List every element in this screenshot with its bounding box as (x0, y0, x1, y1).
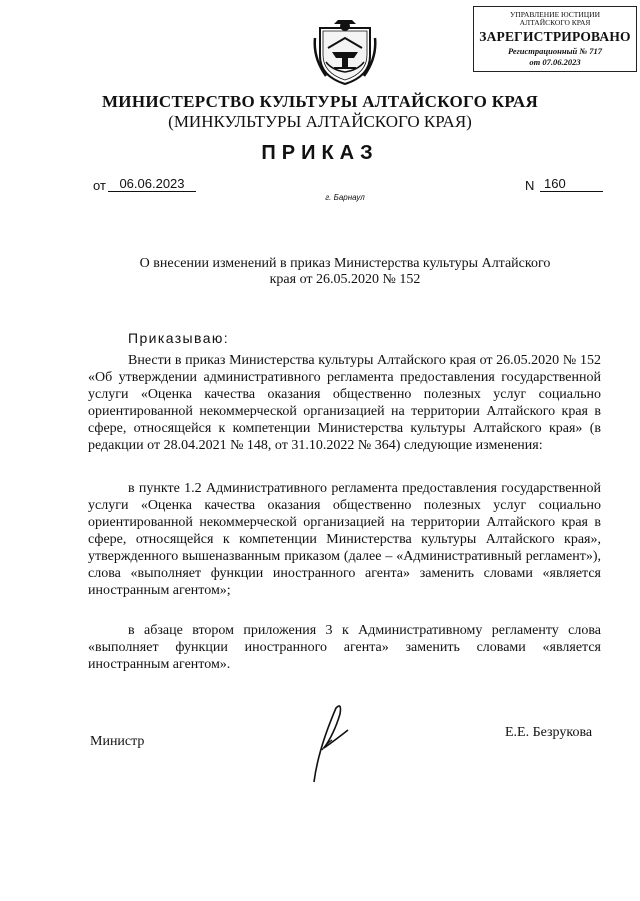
registration-stamp (473, 6, 637, 72)
handwritten-signature (300, 700, 360, 785)
order-word: Приказываю: (128, 330, 230, 346)
body-paragraph: Внести в приказ Министерства культуры Алтайского края от 26.05.2020 № 152 «Об утверждении административного регламента предоставления государственной услуги «Оценка качества оказания общественно полезных услуг социально ориентированной некоммерческой организацией на территории Алтайского края в сфере, относящейся к компетенции Министерства культуры Алтайского края» (в редакции от 28.04.2021 № 148, от 31.10.2022 № 364) следующие изменения: (88, 353, 601, 453)
date-label: от (93, 178, 106, 193)
body-paragraph: в абзаце втором приложения 3 к Административному регламенту слова «выполняет функции иностранного агента» заменить словами «является иностранным агентом». (88, 623, 601, 672)
document-subject: О внесении изменений в приказ Министерства культуры Алтайского края от 26.05.2020 № 152 (139, 256, 551, 287)
signatory-title: Министр (90, 734, 145, 749)
coat-of-arms-icon (312, 18, 378, 88)
city: г. Барнаул (325, 193, 365, 202)
stamp-reg-number: Регистрационный № 717 (508, 46, 602, 56)
ministry-short-name: (МИНКУЛЬТУРЫ АЛТАЙСКОГО КРАЯ) (168, 112, 472, 131)
stamp-authority: УПРАВЛЕНИЕ ЮСТИЦИИ АЛТАЙСКОГО КРАЯ (510, 10, 600, 27)
ministry-name: МИНИСТЕРСТВО КУЛЬТУРЫ АЛТАЙСКОГО КРАЯ (101, 92, 539, 111)
body-paragraph: в пункте 1.2 Административного регламента предоставления государственной услуги «Оценка качества оказания общественно полезных услуг социально ориентированной некоммерческой организацией на территории Алтайского края в сфере, относящейся к компетенции Министерства культуры Алтайского края», утвержденного вышеназванным приказом (далее – «Административный регламент»), слова «выполняет функции иностранного агента» заменить словами «является иностранным агентом»; (88, 481, 601, 598)
document-date: 06.06.2023 (108, 176, 196, 192)
number-label: N (525, 178, 535, 193)
document-number: 160 (540, 176, 603, 192)
stamp-reg-date: от 07.06.2023 (529, 57, 581, 67)
document-type: ПРИКАЗ (261, 142, 379, 164)
signatory-name: Е.Е. Безрукова (505, 725, 593, 740)
stamp-status: ЗАРЕГИСТРИРОВАНО (479, 29, 631, 44)
